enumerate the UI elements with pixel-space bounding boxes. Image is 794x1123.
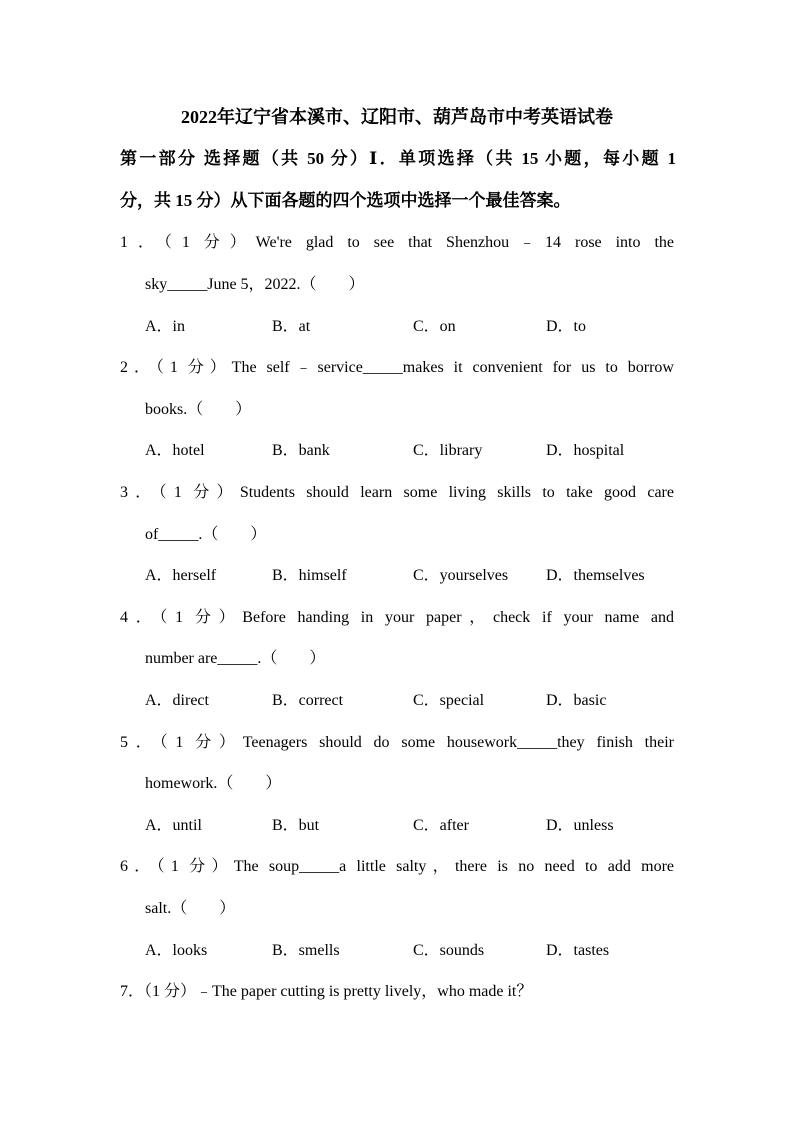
question-4-options <box>145 688 705 714</box>
option-a: A．herself <box>145 567 217 584</box>
section-intro-line-2: 分，共 15 分）从下面各题的四个选项中选择一个最佳答案。 <box>120 191 571 210</box>
option-b: B．smells <box>272 942 340 959</box>
question-6-text: 6．（1 分）The soup_____a little salty，there is no need to add more <box>120 858 674 875</box>
question-6-continuation: salt.（ ） <box>145 900 236 917</box>
option-d: D．tastes <box>546 942 610 959</box>
question-5-continuation: homework.（ ） <box>145 775 282 792</box>
question-1-continuation: sky_____June 5，2022.（ ） <box>145 276 365 293</box>
option-a: A．direct <box>145 692 209 709</box>
option-b: B．bank <box>272 442 330 459</box>
question-4-continuation: number are_____.（ ） <box>145 650 326 667</box>
option-c: C．yourselves <box>413 567 509 584</box>
option-c: C．special <box>413 692 485 709</box>
question-3-text: 3．（1 分）Students should learn some living skills to take good care <box>120 484 674 501</box>
option-b: B．but <box>272 817 320 834</box>
option-c: C．after <box>413 817 469 834</box>
option-b: B．correct <box>272 692 344 709</box>
option-a: A．looks <box>145 942 208 959</box>
option-d: D．to <box>546 318 587 335</box>
option-d: D．hospital <box>546 442 625 459</box>
question-7-text: 7．（1 分）﹣The paper cutting is pretty lively，who made it？ <box>120 983 533 1000</box>
question-6-options <box>145 938 705 964</box>
question-2-text: 2．（1 分）The self﹣service_____makes it convenient for us to borrow <box>120 359 674 376</box>
option-c: C．on <box>413 318 456 335</box>
option-a: A．hotel <box>145 442 205 459</box>
option-d: D．basic <box>546 692 607 709</box>
question-3-continuation: of_____.（ ） <box>145 526 267 543</box>
section-intro-line-1: 第一部分 选择题（共 50 分）Ⅰ．单项选择（共 15 小题，每小题 1 <box>120 149 676 168</box>
option-c: C．sounds <box>413 942 485 959</box>
exam-title: 2022年辽宁省本溪市、辽阳市、葫芦岛市中考英语试卷 <box>181 107 613 127</box>
question-5-text: 5．（1 分）Teenagers should do some housework_____they finish their <box>120 734 674 751</box>
question-2-continuation: books.（ ） <box>145 401 252 418</box>
question-1-options <box>145 314 705 340</box>
question-5-options <box>145 813 705 839</box>
option-b: B．at <box>272 318 311 335</box>
option-d: D．unless <box>546 817 614 834</box>
option-b: B．himself <box>272 567 347 584</box>
question-4-text: 4．（1 分）Before handing in your paper，check if your name and <box>120 609 674 626</box>
option-c: C．library <box>413 442 483 459</box>
question-3-options <box>145 563 705 589</box>
option-a: A．in <box>145 318 186 335</box>
option-d: D．themselves <box>546 567 645 584</box>
question-1-text: 1．（1 分）We're glad to see that Shenzhou﹣14 rose into the <box>120 234 674 251</box>
option-a: A．until <box>145 817 202 834</box>
question-2-options <box>145 438 705 464</box>
